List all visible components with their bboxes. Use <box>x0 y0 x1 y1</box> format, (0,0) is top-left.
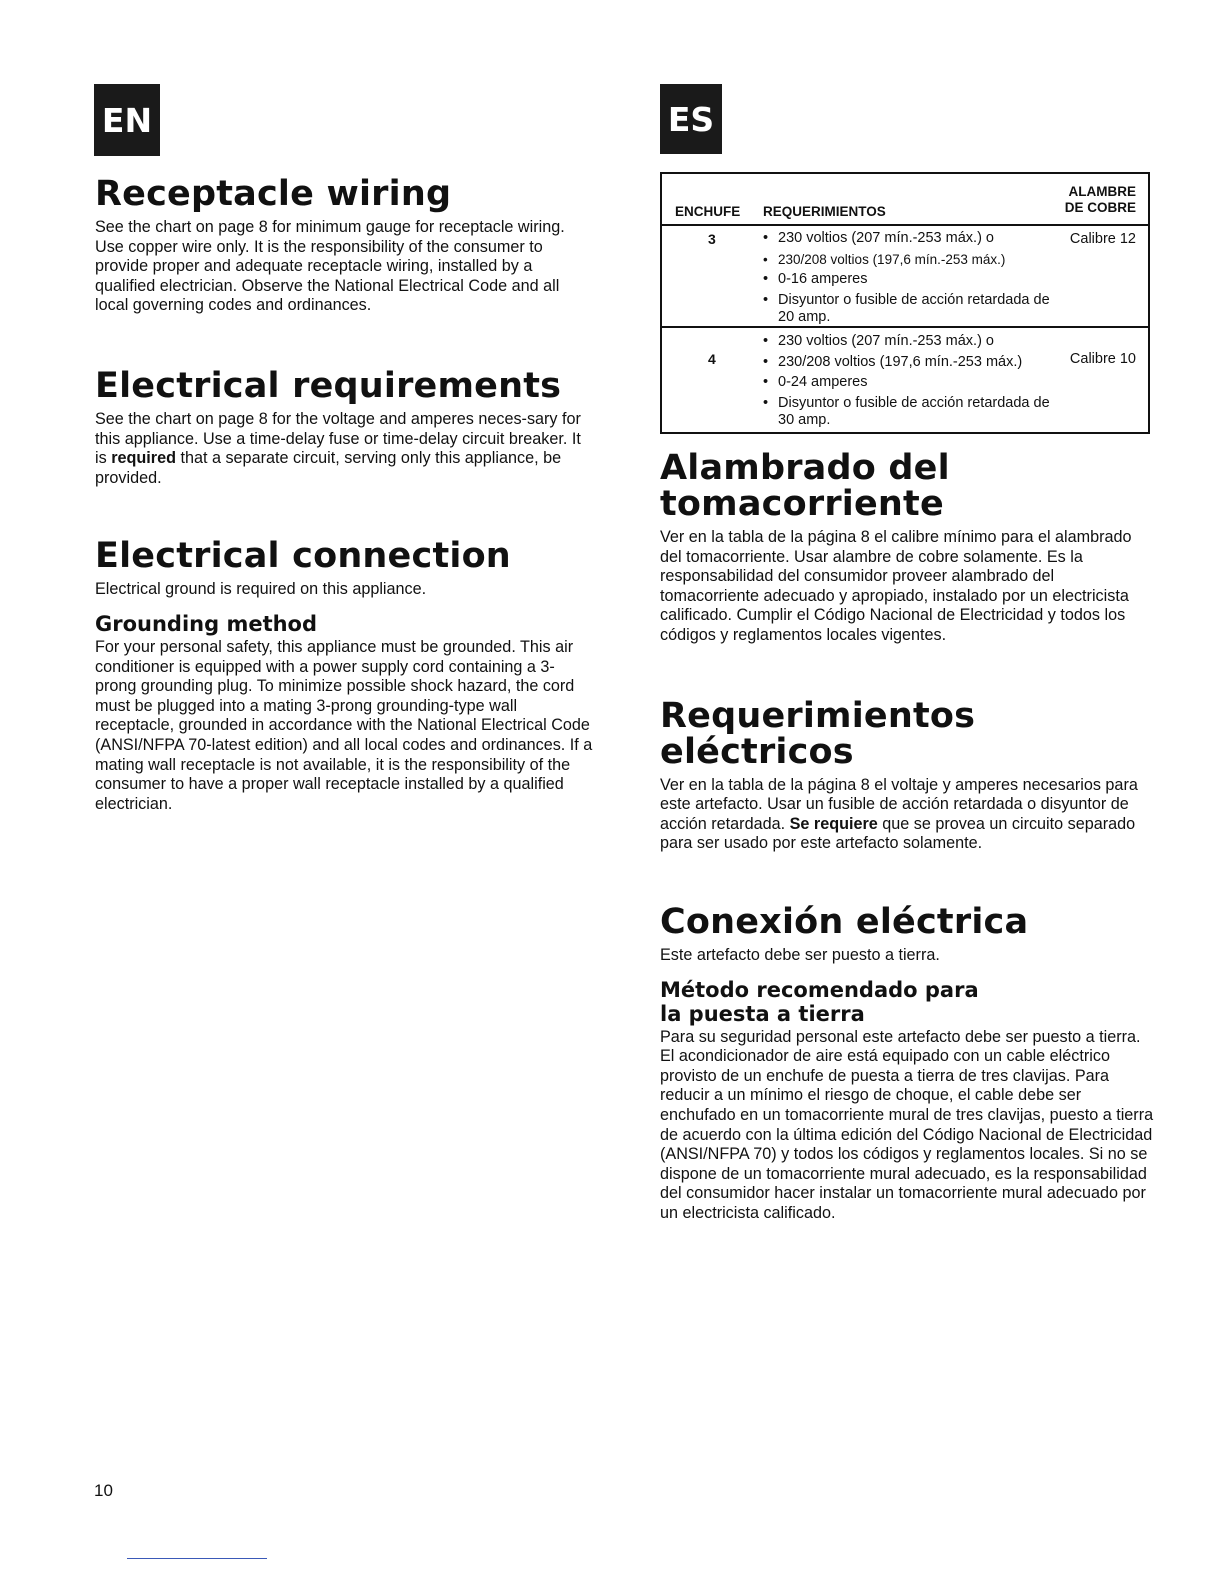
electrical-requirements-heading: Electrical requirements <box>95 365 562 406</box>
spanish-column <box>660 450 1155 1223</box>
metodo-heading: Método recomendado para la puesta a tierra <box>660 977 979 1026</box>
conexion-heading: Conexión eléctrica <box>660 901 1029 942</box>
table-header-row <box>662 174 1148 226</box>
conexion-text: Este artefacto debe ser puesto a tierra. <box>660 945 940 964</box>
wire-cell: Calibre 12 <box>1069 231 1136 247</box>
page-number: 10 <box>94 1481 113 1500</box>
electrical-connection-text: Electrical ground is required on this appliance. <box>95 580 427 599</box>
requerimientos-heading: Requerimientos eléctricos <box>660 695 976 772</box>
list-item: • 230/208 voltios (197,6 mín.-253 máx.) <box>763 251 1063 269</box>
wire-cell: Calibre 10 <box>1069 351 1136 367</box>
alambrado-heading: Alambrado del tomacorriente <box>660 448 950 524</box>
plug-cell: 3 <box>708 231 716 247</box>
language-badge-en: EN <box>94 84 160 156</box>
header-copper-wire: ALAMBRE DE COBRE <box>1064 184 1136 215</box>
list-item: • Disyuntor o fusible de acción retardada de 30 amp. <box>763 395 1063 430</box>
alambrado-text: Ver en la tabla de la página 8 el calibre mínimo para el alambrado del tomacorriente. Usar alambre de cobre solamente. Es la responsabilidad del consumidor proveer alambrado del tomacorriente adecuado y apropiado, instalado por un electricista calificado. Cumplir el Código Nacional de Electricidad y todos los códigos y reglamentos locales vigentes. <box>660 528 1132 644</box>
electrical-requirements-text: See the chart on page 8 for the voltage and amperes neces-sary for this appliance. Use a time-delay fuse or time-delay circuit breaker. It is required that a separate circuit, serving only this appliance, be provided. <box>95 409 581 487</box>
list-item: • 0-24 amperes <box>763 374 1063 392</box>
table-row <box>662 328 1148 434</box>
required-emphasis: required <box>111 449 176 468</box>
se-requiere-emphasis: Se requiere <box>789 814 878 833</box>
language-badge-es: ES <box>660 84 722 154</box>
header-requirements: REQUERIMIENTOS <box>763 204 886 219</box>
grounding-method-heading: Grounding method <box>95 611 318 636</box>
grounding-method-text: For your personal safety, this appliance must be grounded. This air conditioner is equipped with a power supply cord containing a 3-prong grounding plug. To minimize possible shock hazard, the cord must be plugged into a mating 3-prong grounding-type wall receptacle, grounded in accordance with the National Electrical Code (ANSI/NFPA 70-latest edition) and all local codes and ordinances. If a mating wall receptacle is not available, it is the responsibility of the consumer to have a proper wall receptacle installed by a qualified electrician. <box>95 637 593 813</box>
requirements-cell <box>763 333 1063 433</box>
electrical-connection-heading: Electrical connection <box>95 536 511 577</box>
list-item: • 230/208 voltios (197,6 mín.-253 máx.) <box>763 354 1063 372</box>
footer-rule <box>127 1558 267 1559</box>
requerimientos-text: Ver en la tabla de la página 8 el voltaje y amperes necesarios para este artefacto. Usar un fusible de acción retardada o disyuntor de acción retardada. Se requiere que se provea un circuito separado para ser usado por este artefacto solamente. <box>660 775 1138 853</box>
receptacle-wiring-text: See the chart on page 8 for minimum gauge for receptacle wiring. Use copper wire only. It is the responsibility of the consumer to provide proper and adequate receptacle wiring, installed by a qualified electrician. Observe the National Electrical Code and all local governing codes and ordinances. <box>95 218 565 315</box>
receptacle-wiring-heading: Receptacle wiring <box>95 174 452 214</box>
list-item: • Disyuntor o fusible de acción retardada de 20 amp. <box>763 292 1063 327</box>
requirements-cell <box>763 230 1063 330</box>
plug-cell: 4 <box>708 351 716 367</box>
table-row <box>662 226 1148 328</box>
header-plug: ENCHUFE <box>675 204 741 219</box>
metodo-text: Para su seguridad personal este artefacto debe ser puesto a tierra. El acondicionador de aire está equipado con un cable eléctrico provisto de un enchufe de puesta a tierra de tres clavijas. Para reducir a un mínimo el riesgo de choque, el cable debe ser enchufado en un tomacorriente mural de tres clavijas, puesto a tierra de acuerdo con la última edición del Código Nacional de Electricidad (ANSI/NFPA 70) y todos los códigos y reglamentos locales. Si no se dispone de un tomacorriente mural adecuado, es la responsabilidad del consumidor hacer instalar un tomacorriente mural adecuado por un electricista calificado. <box>660 1027 1154 1222</box>
list-item: • 0-16 amperes <box>763 271 1063 289</box>
list-item: • 230 voltios (207 mín.-253 máx.) o <box>763 230 1063 248</box>
english-column <box>95 176 595 814</box>
requirements-table <box>660 172 1150 434</box>
list-item: • 230 voltios (207 mín.-253 máx.) o <box>763 333 1063 351</box>
